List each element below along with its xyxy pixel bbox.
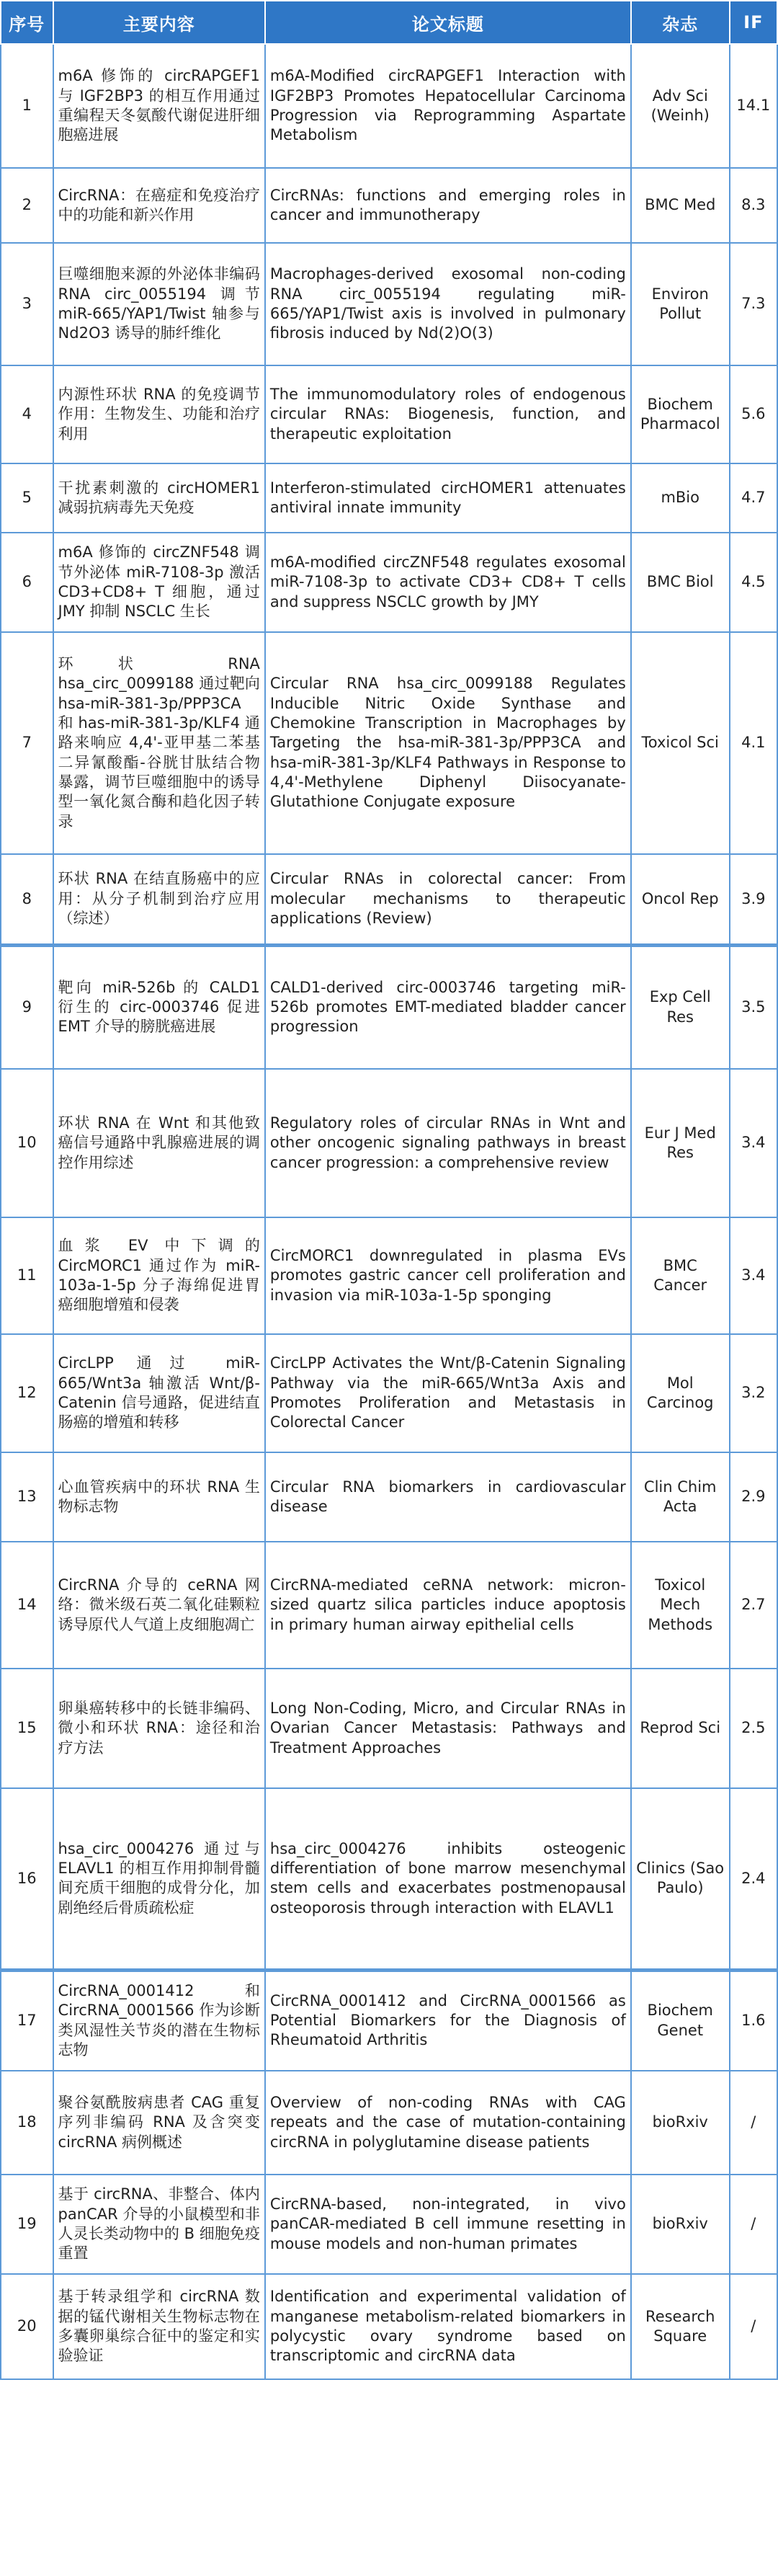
row-content: CircRNA：在癌症和免疫治疗中的功能和新兴作用: [53, 168, 265, 243]
row-title: Overview of non-coding RNAs with CAG repeats and the case of mutation-containing circRNA in polyglutamine disease patients: [265, 2071, 631, 2175]
table-row: [1, 463, 777, 533]
row-content: CircLPP 通过 miR-665/Wnt3a 轴激活 Wnt/β-Catenin 信号通路，促进结直肠癌的增殖和转移: [53, 1334, 265, 1452]
row-if: 2.5: [730, 1669, 777, 1788]
row-title: CALD1-derived circ-0003746 targeting miR-526b promotes EMT-mediated bladder cancer progression: [265, 945, 631, 1069]
table-row: [1, 2274, 777, 2379]
row-content: 环状 RNA 在 Wnt 和其他致癌信号通路中乳腺癌进展的调控作用综述: [53, 1069, 265, 1217]
row-title: The immunomodulatory roles of endogenous circular RNAs: Biogenesis, function, and therapeutic exploitation: [265, 365, 631, 463]
row-title: CircRNA-mediated ceRNA network: micron-sized quartz silica particles induce apoptosis in primary human airway epithelial cells: [265, 1542, 631, 1669]
row-journal: Clinics (Sao Paulo): [631, 1788, 730, 1970]
row-if: 1.6: [730, 1970, 777, 2071]
row-journal: Eur J Med Res: [631, 1069, 730, 1217]
row-journal: Clin Chim Acta: [631, 1452, 730, 1542]
row-journal: Biochem Genet: [631, 1970, 730, 2071]
table-row: [1, 2175, 777, 2274]
header-row: [1, 1, 777, 44]
row-journal: Exp Cell Res: [631, 945, 730, 1069]
row-if: 4.5: [730, 533, 777, 632]
row-if: 4.1: [730, 632, 777, 854]
row-title: m6A-Modified circRAPGEF1 Interaction with IGF2BP3 Promotes Hepatocellular Carcinoma Progression via Reprogramming Aspartate Metabolism: [265, 44, 631, 168]
row-title: CircMORC1 downregulated in plasma EVs promotes gastric cancer cell proliferation and invasion via miR-103a-1-5p sponging: [265, 1217, 631, 1334]
header-if: IF: [730, 1, 777, 44]
row-title: CircRNA-based, non-integrated, in vivo panCAR-mediated B cell immune resetting in mouse models and non-human primates: [265, 2175, 631, 2274]
row-content: 聚谷氨酰胺病患者 CAG 重复序列非编码 RNA 及含突变 circRNA 病例概述: [53, 2071, 265, 2175]
row-content: 干扰素刺激的 circHOMER1 减弱抗病毒先天免疫: [53, 463, 265, 533]
row-journal: BMC Cancer: [631, 1217, 730, 1334]
row-if: /: [730, 2175, 777, 2274]
row-index: 1: [1, 44, 53, 168]
row-title: CircRNAs: functions and emerging roles in cancer and immunotherapy: [265, 168, 631, 243]
row-if: 7.3: [730, 243, 777, 365]
row-content: 环状 RNA hsa_circ_0099188 通过靶向 hsa-miR-381-3p/PPP3CA 和 has-miR-381-3p/KLF4 通路来响应 4,4'-亚甲基二苯基二异氰酸酯-谷胱甘肽结合物暴露，调节巨噬细胞中的诱导型一氧化氮合酶和趋化因子转录: [53, 632, 265, 854]
row-content: 血浆 EV 中下调的 CircMORC1 通过作为 miR-103a-1-5p 分子海绵促进胃癌细胞增殖和侵袭: [53, 1217, 265, 1334]
table-row: [1, 945, 777, 1069]
table-row: [1, 168, 777, 243]
header-index: 序号: [1, 1, 53, 44]
row-if: 3.9: [730, 854, 777, 945]
row-index: 5: [1, 463, 53, 533]
row-title: hsa_circ_0004276 inhibits osteogenic differentiation of bone marrow mesenchymal stem cells and exacerbates postmenopausal osteoporosis through interaction with ELAVL1: [265, 1788, 631, 1970]
row-if: /: [730, 2071, 777, 2175]
row-journal: bioRxiv: [631, 2071, 730, 2175]
row-index: 4: [1, 365, 53, 463]
table-row: [1, 44, 777, 168]
row-journal: Toxicol Mech Methods: [631, 1542, 730, 1669]
row-index: 18: [1, 2071, 53, 2175]
row-if: 4.7: [730, 463, 777, 533]
row-title: Circular RNA biomarkers in cardiovascular disease: [265, 1452, 631, 1542]
row-title: Macrophages-derived exosomal non-coding RNA circ_0055194 regulating miR-665/YAP1/Twist axis is involved in pulmonary fibrosis induced by Nd(2)O(3): [265, 243, 631, 365]
row-content: 基于 circRNA、非整合、体内 panCAR 介导的小鼠模型和非人灵长类动物中的 B 细胞免疫重置: [53, 2175, 265, 2274]
row-content: 内源性环状 RNA 的免疫调节作用：生物发生、功能和治疗利用: [53, 365, 265, 463]
row-if: 8.3: [730, 168, 777, 243]
row-index: 13: [1, 1452, 53, 1542]
row-index: 10: [1, 1069, 53, 1217]
row-index: 11: [1, 1217, 53, 1334]
row-if: 2.7: [730, 1542, 777, 1669]
table-row: [1, 2071, 777, 2175]
row-journal: Environ Pollut: [631, 243, 730, 365]
row-content: 环状 RNA 在结直肠癌中的应用：从分子机制到治疗应用（综述）: [53, 854, 265, 945]
table-row: [1, 365, 777, 463]
row-index: 9: [1, 945, 53, 1069]
row-index: 8: [1, 854, 53, 945]
row-content: 心血管疾病中的环状 RNA 生物标志物: [53, 1452, 265, 1542]
row-journal: bioRxiv: [631, 2175, 730, 2274]
row-journal: Toxicol Sci: [631, 632, 730, 854]
row-journal: Biochem Pharmacol: [631, 365, 730, 463]
row-content: 基于转录组学和 circRNA 数据的锰代谢相关生物标志物在多囊卵巢综合征中的鉴定和实验验证: [53, 2274, 265, 2379]
row-content: m6A 修饰的 circZNF548 调节外泌体 miR-7108-3p 激活 CD3+CD8+ T 细胞，通过 JMY 抑制 NSCLC 生长: [53, 533, 265, 632]
table-row: [1, 1970, 777, 2071]
row-if: 2.9: [730, 1452, 777, 1542]
table-row: [1, 1334, 777, 1452]
row-index: 12: [1, 1334, 53, 1452]
row-journal: BMC Med: [631, 168, 730, 243]
table-row: [1, 1788, 777, 1970]
row-if: 3.5: [730, 945, 777, 1069]
row-content: hsa_circ_0004276 通过与 ELAVL1 的相互作用抑制骨髓间充质干细胞的成骨分化，加剧绝经后骨质疏松症: [53, 1788, 265, 1970]
table-row: [1, 1669, 777, 1788]
row-index: 19: [1, 2175, 53, 2274]
row-title: Regulatory roles of circular RNAs in Wnt and other oncogenic signaling pathways in breast cancer progression: a comprehensive review: [265, 1069, 631, 1217]
row-if: 14.1: [730, 44, 777, 168]
row-index: 17: [1, 1970, 53, 2071]
row-title: Interferon-stimulated circHOMER1 attenuates antiviral innate immunity: [265, 463, 631, 533]
row-title: Circular RNAs in colorectal cancer: From molecular mechanisms to therapeutic applications (Review): [265, 854, 631, 945]
row-content: 卵巢癌转移中的长链非编码、微小和环状 RNA：途径和治疗方法: [53, 1669, 265, 1788]
table-row: [1, 1542, 777, 1669]
row-if: 5.6: [730, 365, 777, 463]
table-row: [1, 533, 777, 632]
row-index: 7: [1, 632, 53, 854]
row-if: 3.4: [730, 1069, 777, 1217]
row-if: 3.2: [730, 1334, 777, 1452]
row-content: CircRNA_0001412 和 CircRNA_0001566 作为诊断类风湿性关节炎的潜在生物标志物: [53, 1970, 265, 2071]
row-journal: Reprod Sci: [631, 1669, 730, 1788]
row-title: CircRNA_0001412 and CircRNA_0001566 as Potential Biomarkers for the Diagnosis of Rheumatoid Arthritis: [265, 1970, 631, 2071]
row-content: CircRNA 介导的 ceRNA 网络：微米级石英二氧化硅颗粒诱导原代人气道上皮细胞凋亡: [53, 1542, 265, 1669]
row-if: 2.4: [730, 1788, 777, 1970]
row-title: Long Non-Coding, Micro, and Circular RNAs in Ovarian Cancer Metastasis: Pathways and Treatment Approaches: [265, 1669, 631, 1788]
row-title: Identification and experimental validation of manganese metabolism-related biomarkers in polycystic ovary syndrome based on transcriptomic and circRNA data: [265, 2274, 631, 2379]
row-journal: Adv Sci (Weinh): [631, 44, 730, 168]
row-index: 20: [1, 2274, 53, 2379]
row-title: CircLPP Activates the Wnt/β-Catenin Signaling Pathway via the miR-665/Wnt3a Axis and Promotes Proliferation and Metastasis in Colorectal Cancer: [265, 1334, 631, 1452]
row-journal: Oncol Rep: [631, 854, 730, 945]
row-index: 15: [1, 1669, 53, 1788]
row-title: Circular RNA hsa_circ_0099188 Regulates Inducible Nitric Oxide Synthase and Chemokine Transcription in Macrophages by Targeting the hsa-miR-381-3p/PPP3CA and hsa-miR-381-3p/KLF4 Pathways in Response to 4,4'-Methylene Diphenyl Diisocyanate-Glutathione Conjugate exposure: [265, 632, 631, 854]
header-title: 论文标题: [265, 1, 631, 44]
table-row: [1, 632, 777, 854]
row-journal: Research Square: [631, 2274, 730, 2379]
row-index: 14: [1, 1542, 53, 1669]
row-index: 3: [1, 243, 53, 365]
table-row: [1, 1452, 777, 1542]
row-index: 16: [1, 1788, 53, 1970]
table-row: [1, 243, 777, 365]
row-index: 6: [1, 533, 53, 632]
row-content: m6A 修饰的 circRAPGEF1 与 IGF2BP3 的相互作用通过重编程天冬氨酸代谢促进肝细胞癌进展: [53, 44, 265, 168]
table-row: [1, 1217, 777, 1334]
table-header: [1, 1, 777, 44]
row-content: 靶向 miR-526b 的 CALD1 衍生的 circ-0003746 促进 EMT 介导的膀胱癌进展: [53, 945, 265, 1069]
row-journal: mBio: [631, 463, 730, 533]
table-body: [1, 44, 777, 2379]
header-journal: 杂志: [631, 1, 730, 44]
table-row: [1, 854, 777, 945]
row-if: 3.4: [730, 1217, 777, 1334]
row-content: 巨噬细胞来源的外泌体非编码 RNA circ_0055194 调节 miR-665/YAP1/Twist 轴参与 Nd2O3 诱导的肺纤维化: [53, 243, 265, 365]
row-index: 2: [1, 168, 53, 243]
header-content: 主要内容: [53, 1, 265, 44]
row-journal: Mol Carcinog: [631, 1334, 730, 1452]
row-if: /: [730, 2274, 777, 2379]
table-row: [1, 1069, 777, 1217]
row-journal: BMC Biol: [631, 533, 730, 632]
row-title: m6A-modified circZNF548 regulates exosomal miR-7108-3p to activate CD3+ CD8+ T cells and suppress NSCLC growth by JMY: [265, 533, 631, 632]
